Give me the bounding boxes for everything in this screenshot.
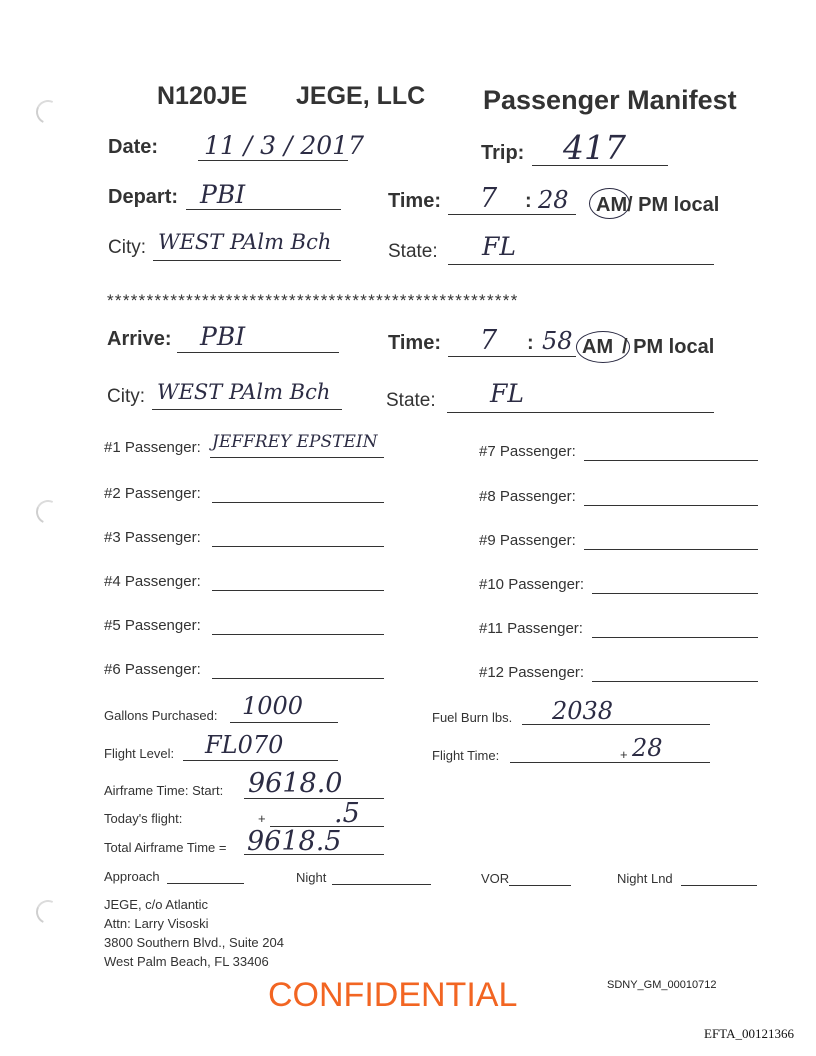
passenger-11-line	[592, 637, 758, 638]
night-landing-label: Night Lnd	[617, 871, 673, 886]
arrive-am: AM	[582, 336, 614, 358]
depart-line	[186, 209, 341, 210]
passenger-1-line	[210, 457, 384, 458]
passenger-10-label: #10 Passenger:	[479, 576, 585, 593]
confidential-stamp: CONFIDENTIAL	[268, 976, 518, 1014]
depart-state-value: FL	[482, 232, 516, 261]
passenger-1-value: JEFFREY EPSTEIN	[212, 432, 378, 452]
passenger-3-line	[212, 546, 384, 547]
arrive-time-line	[448, 356, 576, 357]
total-airframe-label: Total Airframe Time =	[104, 840, 227, 855]
gallons-label: Gallons Purchased:	[104, 708, 218, 723]
depart-pm-local: / PM local	[627, 194, 720, 216]
date-value: 11 / 3 / 2017	[204, 131, 364, 160]
night-line	[332, 884, 431, 885]
arrive-label: Arrive:	[107, 328, 172, 350]
depart-minute: 28	[538, 186, 569, 214]
trip-value: 417	[563, 128, 626, 167]
arrive-city-line	[152, 409, 342, 410]
gallons-value: 1000	[242, 692, 304, 720]
approach-label: Approach	[104, 869, 160, 884]
trip-label: Trip:	[481, 142, 525, 164]
fuel-burn-line	[522, 724, 710, 725]
depart-am: AM	[596, 194, 628, 216]
arrive-city-value: WEST PAlm Bch	[157, 380, 331, 404]
depart-state-line	[448, 264, 714, 265]
passenger-4-line	[212, 590, 384, 591]
vor-label: VOR	[481, 871, 510, 886]
address-line-2: Attn: Larry Visoski	[104, 916, 209, 931]
flight-level-value: FL070	[205, 731, 284, 759]
passenger-6-label: #6 Passenger:	[104, 661, 201, 678]
arrive-colon: :	[527, 332, 534, 354]
arrive-state-line	[447, 412, 714, 413]
passenger-10-line	[592, 593, 758, 594]
passenger-12-label: #12 Passenger:	[479, 664, 585, 681]
passenger-8-label: #8 Passenger:	[479, 488, 576, 505]
passenger-5-line	[212, 634, 384, 635]
tail-number: N120JE	[157, 82, 248, 110]
passenger-2-label: #2 Passenger:	[104, 485, 201, 502]
depart-time-line	[448, 214, 576, 215]
binder-hole-top	[33, 97, 64, 128]
approach-line	[167, 883, 244, 884]
efta-number: EFTA_00121366	[704, 1026, 794, 1041]
flight-time-plus: +	[620, 747, 628, 762]
address-line-4: West Palm Beach, FL 33406	[104, 954, 269, 969]
arrive-state-value: FL	[490, 379, 524, 408]
depart-state-label: State:	[388, 241, 438, 262]
arrive-pm-local: / PM local	[622, 336, 715, 358]
address-line-3: 3800 Southern Blvd., Suite 204	[104, 935, 284, 950]
fuel-burn-label: Fuel Burn lbs.	[432, 710, 513, 725]
date-line	[198, 160, 348, 161]
passenger-11-label: #11 Passenger:	[479, 620, 583, 637]
arrive-time-label: Time:	[388, 332, 441, 354]
date-label: Date:	[108, 136, 159, 158]
passenger-6-line	[212, 678, 384, 679]
arrive-minute: 58	[542, 327, 573, 355]
passenger-7-label: #7 Passenger:	[479, 443, 576, 460]
passenger-12-line	[592, 681, 758, 682]
arrive-line	[177, 352, 339, 353]
passenger-9-line	[584, 549, 758, 550]
passenger-7-line	[584, 460, 758, 461]
night-landing-line	[681, 885, 757, 886]
passenger-3-label: #3 Passenger:	[104, 529, 201, 546]
arrive-value: PBI	[200, 322, 246, 351]
binder-hole-middle	[33, 497, 64, 528]
document-title: Passenger Manifest	[483, 85, 737, 115]
flight-time-value: 28	[632, 734, 663, 762]
depart-value: PBI	[200, 180, 246, 209]
fuel-burn-value: 2038	[552, 697, 614, 725]
passenger-4-label: #4 Passenger:	[104, 573, 201, 590]
bates-number: SDNY_GM_00010712	[607, 979, 717, 991]
vor-line	[509, 885, 571, 886]
flight-time-line	[510, 762, 710, 763]
arrive-city-label: City:	[107, 386, 145, 407]
binder-hole-bottom	[33, 897, 64, 928]
airframe-start-value: 9618.0	[248, 768, 343, 799]
depart-colon: :	[525, 190, 532, 212]
todays-flight-value: .5	[334, 798, 360, 829]
night-label: Night	[296, 870, 327, 885]
flight-time-label: Flight Time:	[432, 748, 500, 763]
depart-label: Depart:	[108, 186, 179, 208]
depart-hour: 7	[480, 183, 498, 214]
passenger-1-label: #1 Passenger:	[104, 439, 201, 456]
total-airframe-value: 9618.5	[247, 826, 342, 857]
flight-level-label: Flight Level:	[104, 746, 175, 761]
depart-city-label: City:	[108, 237, 146, 258]
todays-flight-label: Today's flight:	[104, 811, 183, 826]
arrive-hour: 7	[480, 325, 498, 356]
separator-stars: ****************************************************	[107, 291, 519, 310]
company-name: JEGE, LLC	[296, 82, 426, 110]
depart-city-line	[153, 260, 341, 261]
arrive-state-label: State:	[386, 390, 436, 411]
airframe-start-label: Airframe Time: Start:	[104, 783, 224, 798]
gallons-line	[230, 722, 338, 723]
passenger-9-label: #9 Passenger:	[479, 532, 576, 549]
depart-time-label: Time:	[388, 190, 441, 212]
todays-flight-plus: +	[258, 811, 266, 826]
address-line-1: JEGE, c/o Atlantic	[104, 897, 209, 912]
passenger-5-label: #5 Passenger:	[104, 617, 201, 634]
flight-level-line	[183, 760, 338, 761]
passenger-8-line	[584, 505, 758, 506]
depart-city-value: WEST PAlm Bch	[158, 230, 332, 254]
passenger-2-line	[212, 502, 384, 503]
